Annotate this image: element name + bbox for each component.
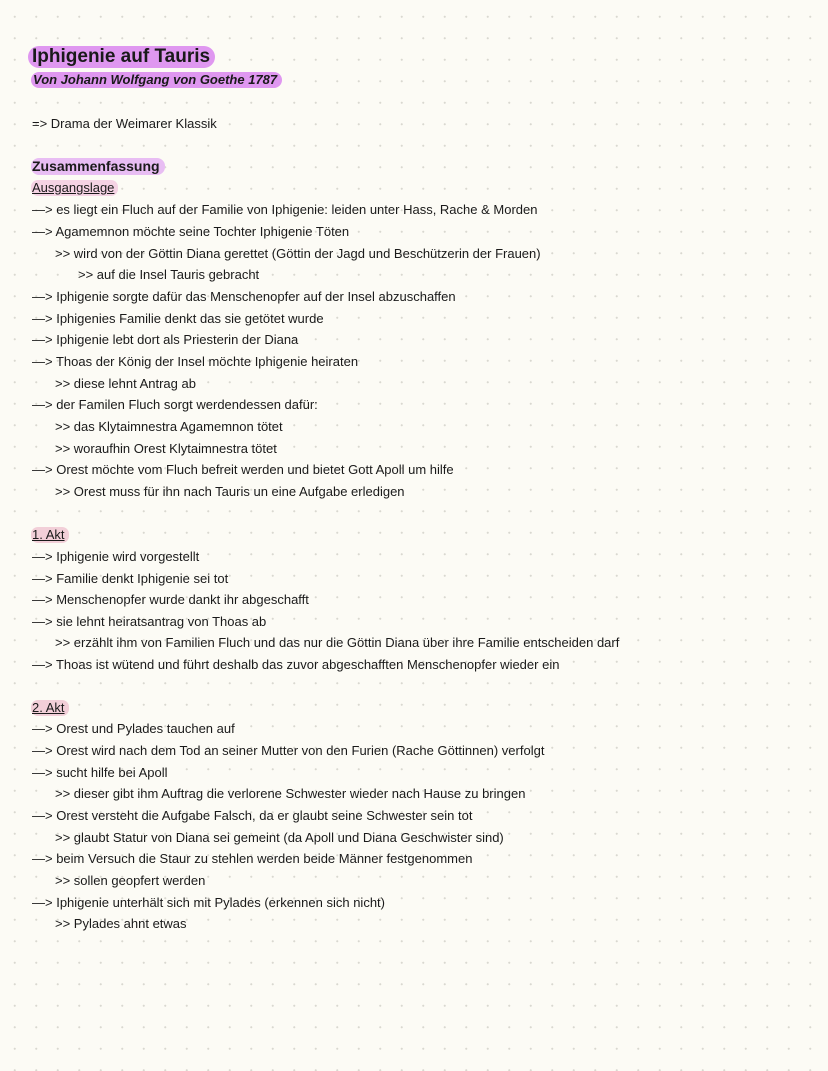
act2-heading: 2. Akt xyxy=(31,700,69,716)
act2-line: >> dieser gibt ihm Auftrag die verlorene Schwester wieder nach Hause zu bringen xyxy=(55,786,526,801)
summary-line: —> es liegt ein Fluch auf der Familie von Iphigenie: leiden unter Hass, Rache & Morden xyxy=(32,202,538,217)
act2-line: —> Iphigenie unterhält sich mit Pylades (erkennen sich nicht) xyxy=(32,895,385,910)
genre-line: => Drama der Weimarer Klassik xyxy=(32,116,217,131)
act2-line: —> sucht hilfe bei Apoll xyxy=(32,765,168,780)
document-title: Iphigenie auf Tauris xyxy=(28,46,215,68)
summary-line: —> Iphigenies Familie denkt das sie getötet wurde xyxy=(32,311,324,326)
summary-line: —> Iphigenie sorgte dafür das Menschenopfer auf der Insel abzuschaffen xyxy=(32,289,456,304)
act2-line: —> beim Versuch die Staur zu stehlen werden beide Männer festgenommen xyxy=(32,851,473,866)
act1-line: —> sie lehnt heiratsantrag von Thoas ab xyxy=(32,614,267,629)
summary-line: >> diese lehnt Antrag ab xyxy=(55,376,196,391)
act2-line: >> Pylades ahnt etwas xyxy=(55,916,187,931)
summary-line: —> Iphigenie lebt dort als Priesterin der Diana xyxy=(32,332,299,347)
act1-line: —> Iphigenie wird vorgestellt xyxy=(32,549,200,564)
act2-line: >> glaubt Statur von Diana sei gemeint (da Apoll und Diana Geschwister sind) xyxy=(55,830,504,845)
summary-line: —> Orest möchte vom Fluch befreit werden und bietet Gott Apoll um hilfe xyxy=(32,462,454,477)
act2-line: —> Orest versteht die Aufgabe Falsch, da er glaubt seine Schwester sein tot xyxy=(32,808,473,823)
act2-line: —> Orest wird nach dem Tod an seiner Mutter von den Furien (Rache Göttinnen) verfolgt xyxy=(32,743,545,758)
act1-heading: 1. Akt xyxy=(31,527,69,543)
summary-line: >> das Klytaimnestra Agamemnon tötet xyxy=(55,419,283,434)
act1-line: —> Thoas ist wütend und führt deshalb das zuvor abgeschafften Menschenopfer wieder ein xyxy=(32,657,560,672)
summary-subheading: Ausgangslage xyxy=(31,180,118,196)
act1-line: >> erzählt ihm von Familien Fluch und das nur die Göttin Diana über ihre Familie entscheiden darf xyxy=(55,635,620,650)
summary-line: >> Orest muss für ihn nach Tauris un eine Aufgabe erledigen xyxy=(55,484,405,499)
summary-line: —> der Familen Fluch sorgt werdendessen dafür: xyxy=(32,397,318,412)
act2-line: —> Orest und Pylades tauchen auf xyxy=(32,721,235,736)
summary-line: >> wird von der Göttin Diana gerettet (Göttin der Jagd und Beschützerin der Frauen) xyxy=(55,246,541,261)
document-subtitle: Von Johann Wolfgang von Goethe 1787 xyxy=(31,72,282,88)
act2-line: >> sollen geopfert werden xyxy=(55,873,206,888)
summary-line: >> auf die Insel Tauris gebracht xyxy=(78,267,260,282)
summary-line: >> woraufhin Orest Klytaimnestra tötet xyxy=(55,441,277,456)
act1-line: —> Menschenopfer wurde dankt ihr abgeschafft xyxy=(32,592,309,607)
summary-line: —> Agamemnon möchte seine Tochter Iphigenie Töten xyxy=(32,224,350,239)
summary-line: —> Thoas der König der Insel möchte Iphigenie heiraten xyxy=(32,354,359,369)
summary-heading: Zusammenfassung xyxy=(31,158,165,175)
act1-line: —> Familie denkt Iphigenie sei tot xyxy=(32,571,229,586)
